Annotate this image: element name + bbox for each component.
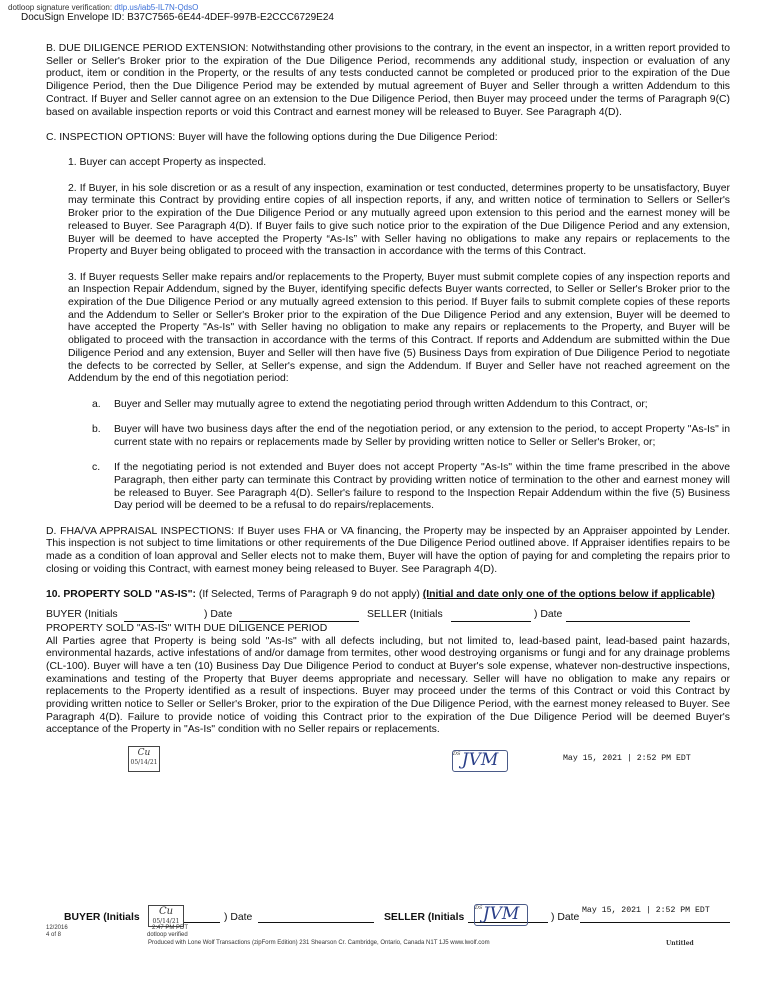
sub-item-c — [46, 462, 730, 513]
buyer-initials-label: BUYER (Initials — [64, 912, 140, 923]
buyer-initials-scribble: Cu — [137, 748, 151, 758]
buyer-initials-field[interactable] — [184, 912, 220, 923]
sub-item-text: If the negotiating period is not extended and Buyer does not accept Property "As-Is" within the time frame prescribed in the above Paragraph, then either party can terminate this Contract by providing written notice of termination to the other and earnest money will be released to Buyer. See Paragraph 4(D). Seller's failure to respond to the Inspection Repair Addendum within the five (5) Business Day period will be deemed to be a refusal to do repairs/replacements. — [114, 462, 730, 512]
envelope-id: DocuSign Envelope ID: B37C7565-6E44-4DEF-997B-E2CCC6729E24 — [21, 12, 334, 23]
dotloop-verified-badge: dotloop verified — [147, 932, 188, 938]
buyer-date-label: ) Date — [224, 912, 253, 923]
buyer-initials-date: 05/14/21 — [152, 918, 180, 925]
seller-initials-docusign — [474, 904, 528, 926]
p10-note: (If Selected, Terms of Paragraph 9 do not apply) — [195, 589, 423, 601]
sub-item-letter: b. — [92, 424, 101, 435]
option-body: All Parties agree that Property is being sold "As-Is" with all defects including, but not limited to, lead-based paint, lead-based paint hazards, environmental hazards, active infestations of and/or damage from termites, other wood destroying organisms or fungi and for any drainage problems (CL-100). Buyer will have a ten (10) Business Day Due Diligence Period to conduct at Buyer's sole expense, whatever non-destructive inspections, examinations and testing of the Property that Buyer deems appropriate and necessary. Seller will have no obligation to make any repairs or replacements to the Property identified as a result of inspections. Buyer may proceed under the terms of this Contract or void this Contract by providing written notice to Seller or Seller's Broker, prior to the expiration of the Due Diligence Period, with the earnest money released to Buyer. See Paragraph 4(D). Failure to provide notice of voiding this Contract prior to the expiration of the Due Diligence Period will be deemed Buyer's acceptance of the Property in "As-Is" condition with no Seller repairs or replacements. — [46, 635, 730, 736]
seller-initials-label: SELLER (Initials — [367, 609, 443, 621]
buyer-initials-label: BUYER (Initials — [46, 609, 118, 621]
p10-instruction: (Initial and date only one of the options below if applicable) — [422, 589, 715, 601]
produced-by: Produced with Lone Wolf Transactions (zipForm Edition) 231 Shearson Cr. Cambridge, Ontario, Canada N1T 1J5 www.lwolf.com — [148, 940, 490, 946]
sub-item-letter: a. — [92, 398, 101, 410]
seller-date-stamp: May 15, 2021 | 2:52 PM EDT — [582, 906, 710, 915]
buyer-initials-date: 05/14/21 — [130, 759, 158, 766]
document-name: Untitled — [666, 940, 694, 947]
seller-date-label: ) Date — [534, 609, 563, 621]
buyer-initials-field[interactable] — [124, 611, 164, 622]
buyer-initials-scribble: Cu — [158, 906, 174, 917]
buyer-initials-mark — [148, 905, 184, 927]
seller-initials-value: JVM — [482, 904, 520, 924]
buyer-date-field[interactable] — [258, 912, 374, 923]
initials-row-1 — [46, 608, 730, 623]
seller-initials-docusign — [452, 750, 508, 772]
sub-item-a — [46, 399, 730, 412]
page-number: 4 of 8 — [46, 932, 62, 938]
option-c2: 2. If Buyer, in his sole discretion or as a result of any inspection, examination or test conducted, determines property to be unsatisfactory, Buyer may terminate this Contract by providing entire copies of all inspection reports, if any, and written notice of termination to Sellers or Seller's Broker prior to the expiration of the Due Diligence Period or any mutually agreed upon extension to this period and the earnest money will be released to Buyer. See Paragraph 4(D). If Buyer fails to give such notice prior to the expiration of the Due Diligence Period and any extension, Buyer will be deemed to have accepted the Property “As-Is” with Seller having no obligations to make any repairs or replacements to the Property and Buyer being obligated to proceed with the transaction in accordance with the terms of this Contract. — [68, 182, 730, 258]
option-title: PROPERTY SOLD "AS-IS" WITH DUE DILIGENCE PERIOD — [46, 622, 328, 634]
buyer-initials-mark — [128, 746, 160, 772]
form-date: 12/2016 — [46, 925, 68, 931]
seller-date-label: ) Date — [551, 912, 580, 923]
verify-link[interactable]: dtlp.us/iab5-IL7N-QdsO — [114, 3, 199, 12]
buyer-date-field[interactable] — [239, 611, 359, 622]
section-c-intro: C. INSPECTION OPTIONS: Buyer will have the following options during the Due Diligence Period: — [46, 131, 498, 143]
buyer-signed-time: 2:47 PM PDT — [152, 925, 189, 931]
verify-prefix: dotloop signature verification: — [8, 3, 113, 12]
sub-item-text: Buyer and Seller may mutually agree to extend the negotiating period through written Addendum to this Contract, or; — [114, 398, 648, 410]
seller-initials-field[interactable] — [451, 611, 531, 622]
seller-initials-value: JVM — [461, 750, 499, 770]
sub-item-letter: c. — [92, 462, 101, 474]
ds-tag: DS — [475, 905, 483, 911]
buyer-date-label: ) Date — [204, 609, 233, 621]
option-c3: 3. If Buyer requests Seller make repairs and/or replacements to the Property, Buyer must submit complete copies of any inspection reports and an Inspection Repair Addendum, signed by the Buyer, identifying specific defects Buyer wants corrected, to Seller or Seller's Broker prior to the expiration of the Due Diligence Period or any mutually agreed extension to this period. If Buyer fails to submit complete copies of these reports and the Addendum to Seller or Seller's Broker prior to the expiration of the Due Diligence Period and any extension, Buyer will be deemed to have accepted the Property "As-Is" with Seller having no obligation to make any repairs or replacements to the Property, and Buyer will be obligated to proceed with the transaction in accordance with the terms of this Contract. If reports and Addendum are submitted within the Due Diligence Period and any extension, Buyer and Seller will then have five (5) Business Days from expiration of Due Diligence Period to negotiate the defects to be corrected by Seller, at Seller's expense, and sign the Addendum. If Buyer and Seller have not reached agreement on the Addendum by the end of this negotiation period: — [68, 271, 730, 385]
section-d: D. FHA/VA APPRAISAL INSPECTIONS: If Buyer uses FHA or VA financing, the Property may be inspected by an Appraiser appointed by Lender. This inspection is not subject to time limitations or other requirements of the Due Diligence Period outlined above. If Appraiser identifies repairs to be made as a condition of loan approval and Seller elects not to make them, Buyer will have the option of paying for and completing the repairs prior to closing or voiding this Contract, with earnest money being released to Buyer. See Paragraph 4(D). — [46, 525, 730, 575]
seller-date-field[interactable] — [566, 611, 690, 622]
option-c1: 1. Buyer can accept Property as inspected. — [68, 157, 267, 169]
p10-heading: 10. PROPERTY SOLD "AS-IS": — [46, 589, 196, 601]
section-b: B. DUE DILIGENCE PERIOD EXTENSION: Notwithstanding other provisions to the contrary, in the event an inspector, in a written report provided to Seller or Seller's Broker prior to the expiration of the Due Diligence Period, recommends any additional study, inspection or evaluation of any product, item or condition in the Property, or the results of any tests conducted cannot be completed or produced prior to the expiration of the Due Diligence Period, then the Due Diligence Period may be extended by mutual agreement of Buyer and Seller through a written Addendum to this Contract. If Buyer and Seller cannot agree on an extension to the Due Diligence Period, then Buyer may proceed under the terms of Paragraph 9(C) based on available inspection reports or void this Contract and earnest money will be released to Buyer. See Paragraph 4(D). — [46, 43, 730, 118]
sub-item-b — [46, 424, 730, 449]
ds-tag: DS — [453, 751, 461, 757]
sub-item-text: Buyer will have two business days after the end of the negotiation period, or any extension to the period, to accept Property "As-Is" in current state with no repairs or replacements made by Seller by providing written notice to Seller or Seller's Broker, or; — [114, 424, 730, 448]
seller-initials-label: SELLER (Initials — [384, 912, 465, 923]
paragraph-10-heading — [46, 589, 730, 602]
seller-date-stamp: May 15, 2021 | 2:52 PM EDT — [563, 754, 691, 763]
contract-body — [46, 43, 730, 737]
dotloop-verification — [8, 3, 198, 12]
